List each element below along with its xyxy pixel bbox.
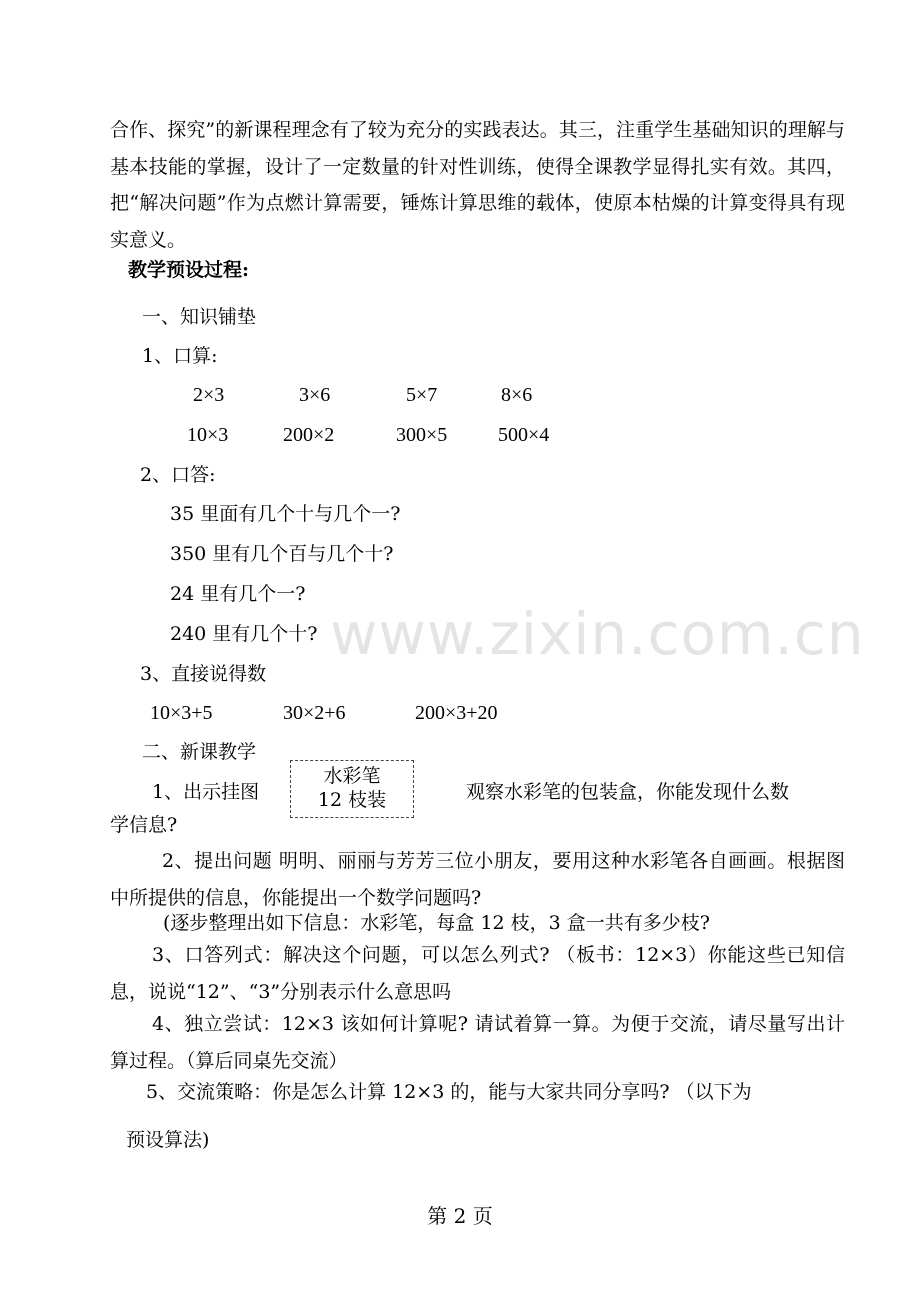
oral-row1-expr: 8×6	[501, 384, 533, 406]
oral-row1-expr: 3×6	[299, 384, 331, 406]
heading-teaching-process: 教学预设过程:	[128, 259, 250, 281]
step2-note: (逐步整理出如下信息：水彩笔，每盒 12 枝，3 盒一共有多少枝?	[163, 912, 710, 934]
marker-box-line1: 水彩笔	[323, 765, 381, 787]
step1-label: 1、出示挂图	[152, 781, 260, 803]
direct-expr: 10×3+5	[150, 702, 213, 724]
oral-row1-expr: 5×7	[406, 384, 438, 406]
step1-continuation: 学信息?	[110, 814, 178, 836]
oral-row2-expr: 300×5	[396, 424, 448, 446]
item3-label: 3、直接说得数	[140, 663, 267, 685]
watermark: www.zixin.com.cn	[330, 600, 865, 668]
marker-box-line2: 12 枝装	[317, 789, 387, 811]
item2-label: 2、口答:	[140, 464, 216, 486]
oral-row1-expr: 2×3	[193, 384, 225, 406]
oral-row2-expr: 10×3	[187, 424, 229, 446]
section1-title: 一、知识铺垫	[142, 306, 257, 328]
question-item: 24 里有几个一?	[170, 583, 306, 605]
step5-continuation: 预设算法)	[126, 1129, 210, 1151]
step4-text: 4、独立尝试：12×3 该如何计算呢? 请试着算一算。为便于交流，请尽量写出计算过程。（算后同桌先交流）	[110, 1013, 845, 1072]
question-item: 35 里面有几个十与几个一?	[170, 503, 401, 525]
intro-paragraph: 合作、探究”的新课程理念有了较为充分的实践表达。其三，注重学生基础知识的理解与基本技能的掌握，设计了一定数量的针对性训练，使得全课教学显得扎实有效。其四，把“解决问题”作为点燃计算需要，锤炼计算思维的载体，使原本枯燥的计算变得具有现实意义。	[110, 119, 845, 251]
step3-text: 3、口答列式：解决这个问题，可以怎么列式? （板书：12×3）你能这些已知信息，说说“12”、“3”分别表示什么意思吗	[110, 944, 845, 1003]
oral-row2-expr: 500×4	[498, 424, 550, 446]
step2-text: 2、提出问题 明明、丽丽与芳芳三位小朋友，要用这种水彩笔各自画画。根据图中所提供的信息，你能提出一个数学问题吗?	[110, 850, 845, 909]
step5-text: 5、交流策略：你是怎么计算 12×3 的，能与大家共同分享吗? （以下为	[146, 1081, 752, 1103]
direct-expr: 30×2+6	[283, 702, 346, 724]
page-number: 第 2 页	[427, 1204, 493, 1228]
oral-row2-expr: 200×2	[283, 424, 335, 446]
step1-text: 观察水彩笔的包装盒，你能发现什么数	[466, 781, 790, 803]
section2-title: 二、新课教学	[142, 741, 257, 763]
question-item: 240 里有几个十?	[170, 623, 318, 645]
marker-box	[290, 760, 414, 818]
question-item: 350 里有几个百与几个十?	[170, 543, 394, 565]
direct-expr: 200×3+20	[415, 702, 498, 724]
item1-label: 1、口算:	[142, 345, 218, 367]
